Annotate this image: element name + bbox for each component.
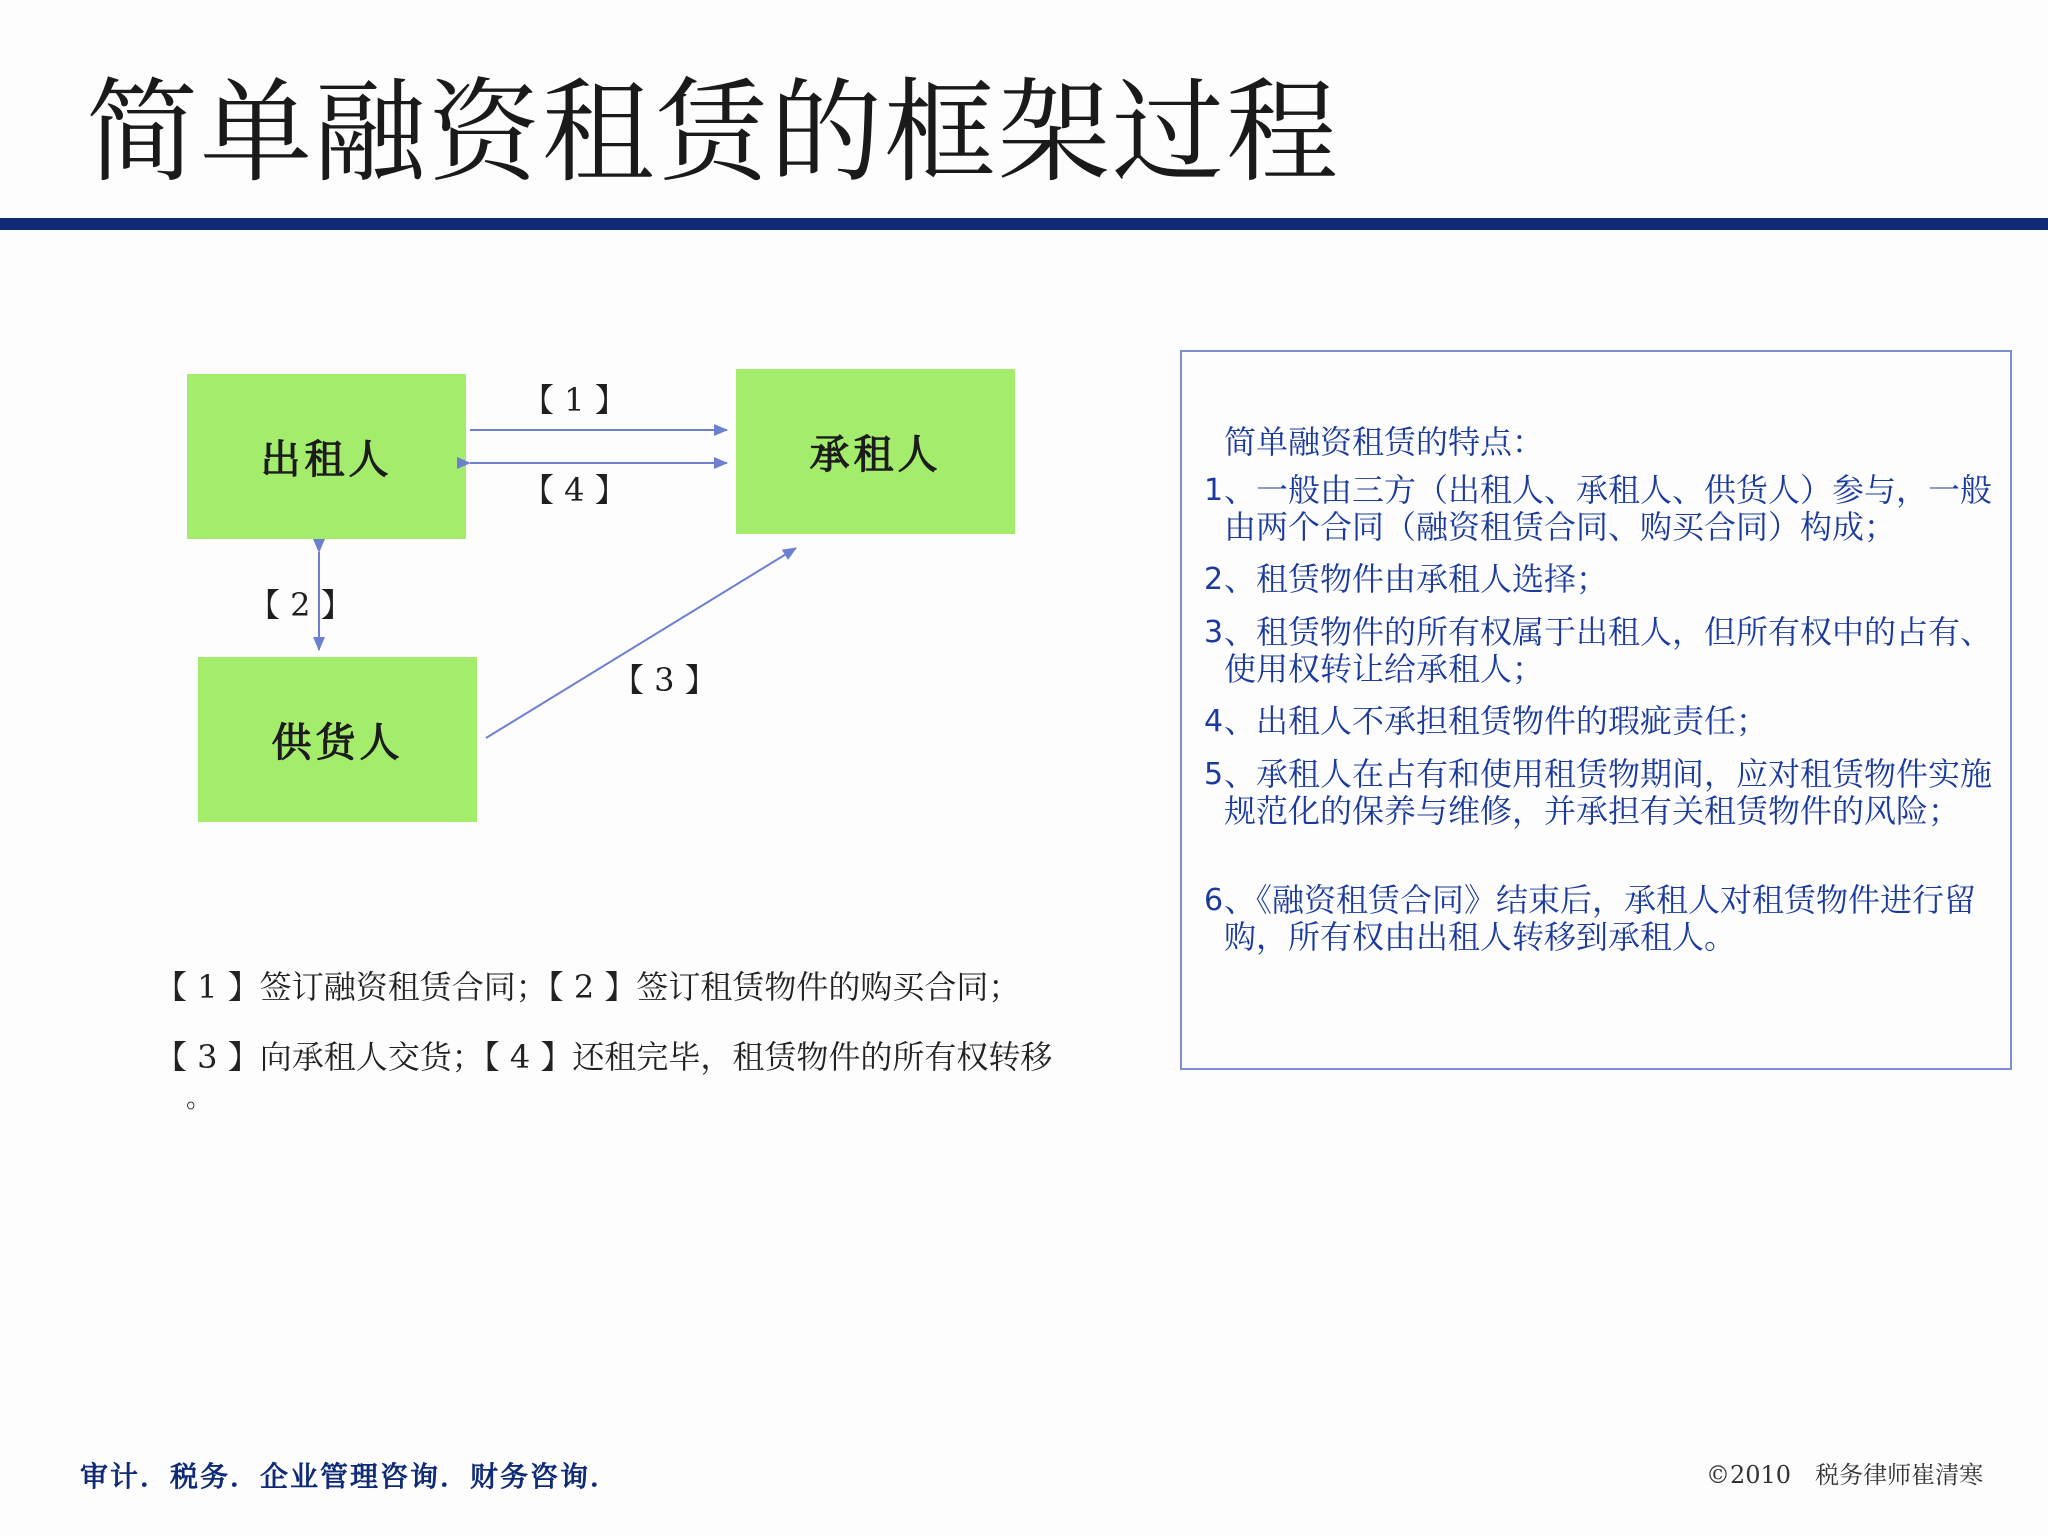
feature-item-2-text: 、租赁物件由承租人选择； (1224, 560, 1609, 598)
edge-label-2: 【 2 】 (248, 586, 353, 624)
feature-item-4-number: 4 (1204, 704, 1224, 739)
features-heading: 简单融资租赁的特点： (1224, 423, 1545, 461)
edge-label-4: 【 4 】 (522, 471, 627, 509)
feature-item-2-number: 2 (1204, 562, 1224, 597)
feature-item-4 (1204, 703, 2014, 740)
feature-item-1 (1204, 472, 2014, 546)
feature-item-6 (1204, 882, 2014, 956)
feature-item-5 (1204, 756, 2014, 830)
edge-label-3: 【 3 】 (612, 661, 717, 699)
legend-line-2-tail: 。 (186, 1084, 213, 1114)
page-title: 简单融资租赁的框架过程 (86, 68, 1340, 198)
feature-item-5-number: 5 (1204, 757, 1224, 792)
footer-services: 审计．税务．企业管理咨询．财务咨询． (80, 1460, 621, 1493)
feature-item-3-number: 3 (1204, 615, 1224, 650)
node-supplier-label: 供货人 (271, 719, 404, 766)
feature-item-5-text: 、承租人在占有和使用租赁物期间，应对租赁物件实施规范化的保养与维修，并承担有关租赁物件的风险； (1224, 755, 1993, 830)
node-lessor-label: 出租人 (260, 436, 393, 483)
feature-item-3-text: 、租赁物件的所有权属于出租人，但所有权中的占有、使用权转让给承租人； (1224, 613, 1993, 688)
feature-item-4-text: 、出租人不承担租赁物件的瑕疵责任； (1224, 702, 1769, 740)
feature-item-6-text: 、《融资租赁合同》结束后，承租人对租赁物件进行留购，所有权由出租人转移到承租人。 (1224, 881, 1977, 956)
feature-item-3 (1204, 614, 2014, 688)
feature-item-6-number: 6 (1204, 883, 1224, 918)
feature-item-2 (1204, 561, 2014, 598)
feature-item-1-number: 1 (1204, 473, 1224, 508)
arrow-3-supplier-to-lessee (486, 548, 796, 738)
legend-line-1: 【 1 】签订融资租赁合同；【 2 】签订租赁物件的购买合同； (155, 968, 1021, 1006)
feature-item-1-text: 、一般由三方（出租人、承租人、供货人）参与，一般由两个合同（融资租赁合同、购买合同）构成； (1224, 471, 1993, 546)
legend-line-2: 【 3 】向承租人交货；【 4 】还租完毕，租赁物件的所有权转移 (155, 1038, 1053, 1076)
edge-label-1: 【 1 】 (522, 381, 627, 419)
footer-copyright: ©2010 税务律师崔清寒 (1706, 1461, 1984, 1489)
node-lessee-label: 承租人 (809, 431, 942, 478)
